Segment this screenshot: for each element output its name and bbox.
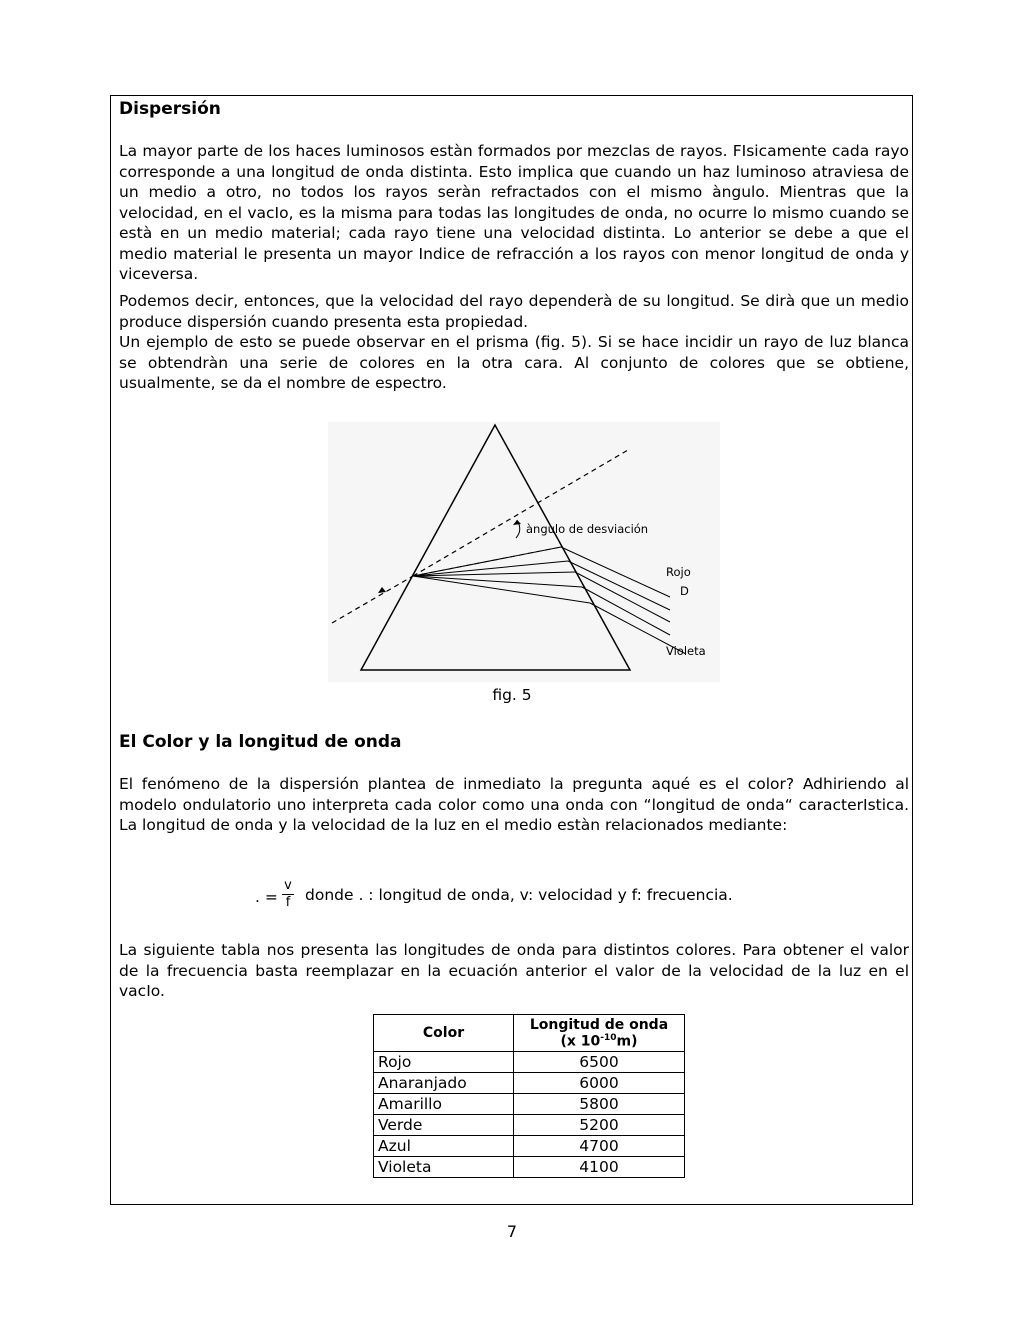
prism-triangle xyxy=(361,425,630,670)
dispersion-text-3: Un ejemplo de esto se puede observar en el prisma (fig. 5). Si se hace incidir un rayo de luz blanca se obtendràn una serie de colores en la otra cara. Al conjunto de colores que se obtiene, usualmente, se da el nombre de espectro. xyxy=(119,333,909,392)
table-row xyxy=(374,1136,685,1157)
header-wavelength-prefix: (x 10 xyxy=(560,1033,601,1050)
row-color: Rojo xyxy=(374,1052,514,1073)
header-wavelength xyxy=(514,1015,685,1052)
exit-ray-red xyxy=(561,547,670,597)
color-text-1: El fenómeno de la dispersión plantea de inmediato la pregunta aqué es el color? Adhiriendo al modelo ondulatorio uno interpreta cada color como una onda con “longitud de onda“ caracterIstica. La longitud de onda y la velocidad de la luz en el medio estàn relacionados mediante: xyxy=(119,775,909,834)
dispersion-text-2: Podemos decir, entonces, que la velocidad del rayo dependerà de su longitud. Se dirà que un medio produce dispersión cuando presenta esta propiedad. xyxy=(119,292,909,331)
row-color: Verde xyxy=(374,1115,514,1136)
header-wavelength-line1: Longitud de onda xyxy=(529,1016,669,1033)
header-wavelength-suffix: m) xyxy=(616,1033,638,1050)
row-color: Amarillo xyxy=(374,1094,514,1115)
row-value: 6000 xyxy=(514,1073,685,1094)
prism-diagram xyxy=(328,422,720,682)
formula-denominator: f xyxy=(285,895,291,910)
table-row xyxy=(374,1052,685,1073)
d-label: D xyxy=(680,584,689,598)
formula-fraction xyxy=(282,878,294,911)
row-value: 5800 xyxy=(514,1094,685,1115)
row-color: Anaranjado xyxy=(374,1073,514,1094)
internal-ray-violet xyxy=(413,576,590,603)
page-number: 7 xyxy=(506,1222,518,1241)
row-color: Azul xyxy=(374,1136,514,1157)
undeviated-ray-extension xyxy=(413,450,628,576)
section-title-dispersion: Dispersión xyxy=(119,99,221,119)
prism-figure xyxy=(328,422,720,682)
table-row xyxy=(374,1094,685,1115)
internal-ray-red xyxy=(413,547,561,576)
formula-numerator: v xyxy=(284,878,292,893)
row-value: 4700 xyxy=(514,1136,685,1157)
row-value: 6500 xyxy=(514,1052,685,1073)
section-title-color: El Color y la longitud de onda xyxy=(119,732,402,752)
color-paragraph-1 xyxy=(119,774,909,836)
incident-ray xyxy=(332,576,413,623)
dispersion-text-1: La mayor parte de los haces luminosos estàn formados por mezclas de rayos. FIsicamente cada rayo corresponde a una longitud de onda distinta. Esto implica que cuando un haz luminoso atraviesa de un medio a otro, no todos los rayos seràn refractados con el mismo àngulo. Mientras que la velocidad, en el vacIo, es la misma para todas las longitudes de onda, no ocurre lo mismo cuando se està en un medio material; cada rayo tiene una velocidad distinta. Lo anterior se debe a que el medio material le presenta un mayor Indice de refracción a los rayos con menor longitud de onda y viceversa. xyxy=(119,142,909,283)
formula-explanation: donde . : longitud de onda, v: velocidad y f: frecuencia. xyxy=(305,886,733,904)
header-wavelength-exponent: -10 xyxy=(600,1032,617,1043)
angle-label: àngulo de desviación xyxy=(526,522,649,536)
incident-arrow xyxy=(378,587,386,593)
dispersion-paragraph-2 xyxy=(119,291,909,394)
row-value: 4100 xyxy=(514,1157,685,1178)
internal-ray-4 xyxy=(413,576,582,587)
red-label: Rojo xyxy=(666,565,691,579)
table-header-row xyxy=(374,1015,685,1052)
formula-lhs: . = xyxy=(255,888,278,906)
color-text-2: La siguiente tabla nos presenta las longitudes de onda para distintos colores. Para obtener el valor de la frecuencia basta reemplazar en la ecuación anterior el valor de la velocidad de la luz en el vacIo. xyxy=(119,941,909,1000)
color-paragraph-2 xyxy=(119,940,909,1002)
row-color: Violeta xyxy=(374,1157,514,1178)
table-row xyxy=(374,1157,685,1178)
violet-label: Violeta xyxy=(666,644,706,658)
row-value: 5200 xyxy=(514,1115,685,1136)
table-row xyxy=(374,1073,685,1094)
deviation-angle-arrow xyxy=(513,520,521,525)
exit-ray-4 xyxy=(582,587,670,635)
figure-caption: fig. 5 xyxy=(492,686,532,704)
wavelength-table xyxy=(373,1014,685,1178)
table-row xyxy=(374,1115,685,1136)
header-color: Color xyxy=(374,1015,514,1052)
dispersion-paragraph-1 xyxy=(119,141,909,285)
